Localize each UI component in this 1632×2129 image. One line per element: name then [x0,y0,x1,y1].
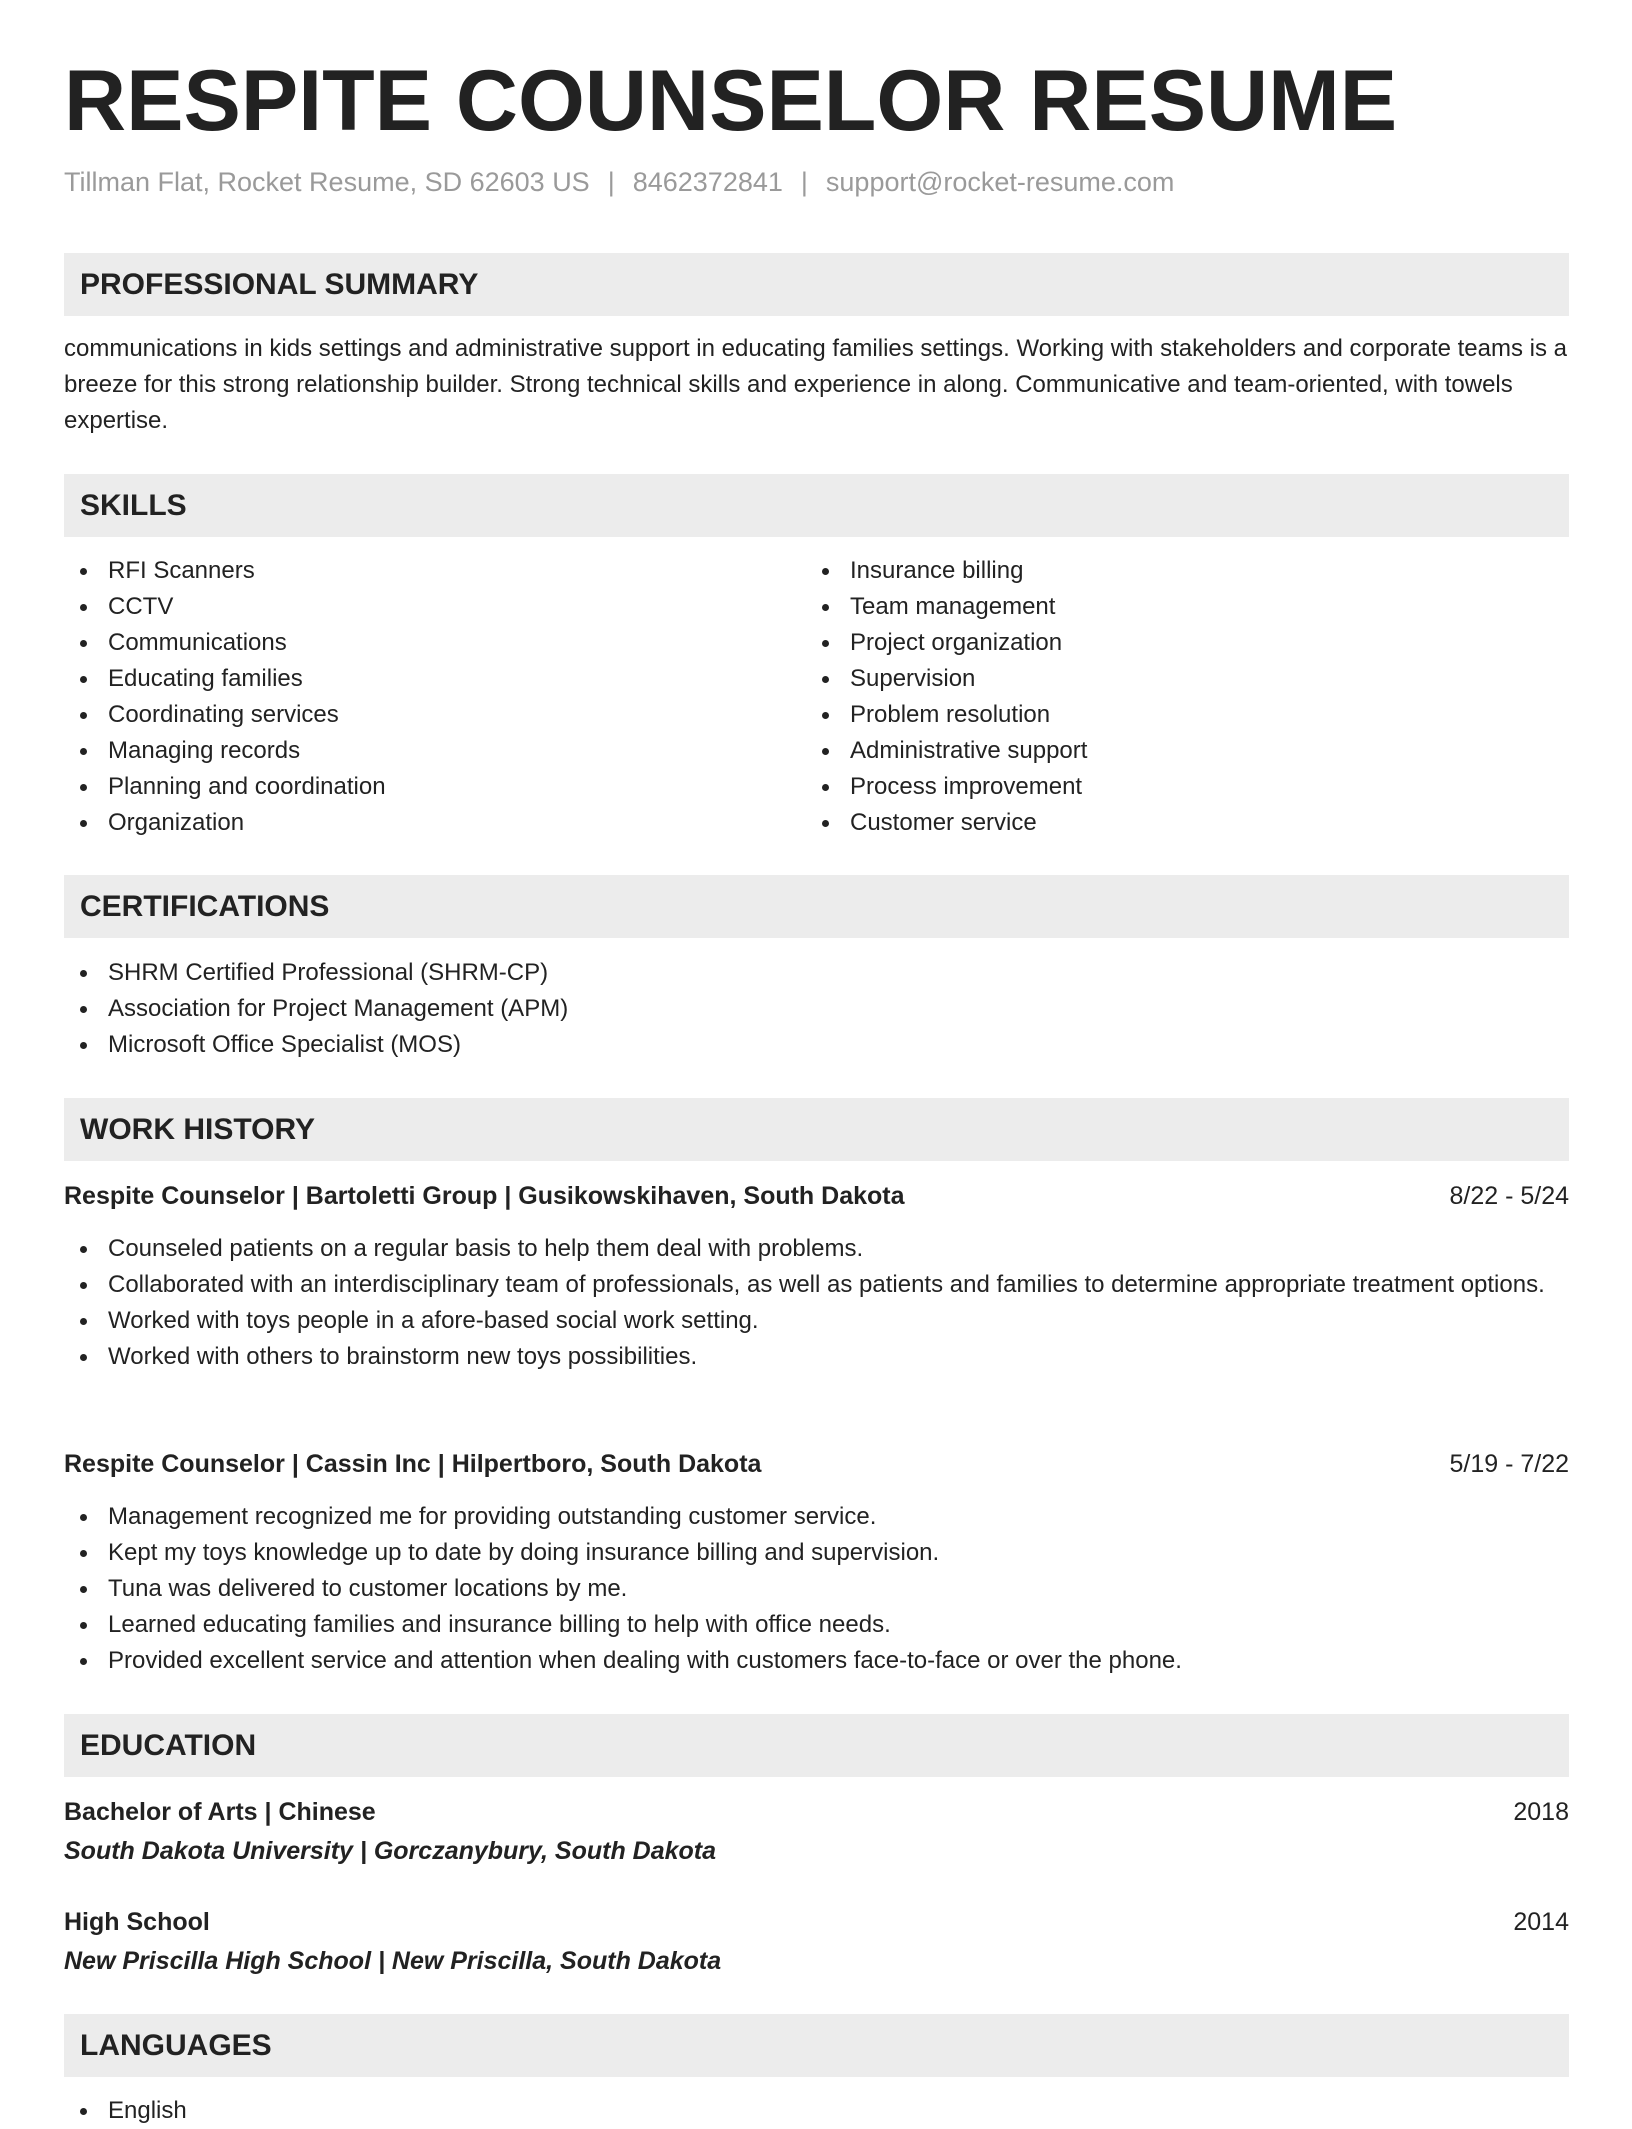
job-bullet-text: Provided excellent service and attention when dealing with customers face-to-face or over the phone. [108,1647,1182,1674]
bullet-icon [80,1006,87,1013]
skill-label: Team management [850,593,1056,620]
job-bullet-text: Learned educating families and insurance billing to help with office needs. [108,1611,891,1638]
contact-email: support@rocket-resume.com [825,167,1175,197]
bullet-icon [80,1354,87,1361]
job-bullet-text: Counseled patients on a regular basis to help them deal with problems. [108,1235,864,1262]
skill-label: Organization [108,809,245,836]
job-bullet [64,1303,1569,1339]
bullet-icon [80,1282,87,1289]
bullet-icon [822,568,829,575]
certification-label: Association for Project Management (APM) [108,995,569,1022]
skill-item [806,697,1546,733]
section-heading-summary: PROFESSIONAL SUMMARY [64,253,1569,316]
skill-item [64,661,804,697]
bullet-icon [822,784,829,791]
contact-phone: 8462372841 [632,167,783,197]
section-heading-certifications: CERTIFICATIONS [64,875,1569,938]
education-year: 2018 [1513,1798,1569,1826]
contact-address: Tillman Flat, Rocket Resume, SD 62603 US [64,167,590,197]
job-bullet [64,1499,1569,1535]
job-bullet [64,1339,1569,1375]
skill-label: CCTV [108,593,174,620]
skill-item [64,553,804,589]
job-dates: 8/22 - 5/24 [1449,1182,1569,1210]
languages-list [64,2093,1569,2129]
skill-item [806,589,1546,625]
job-bullet-text: Worked with others to brainstorm new toys possibilities. [108,1343,698,1370]
section-heading-languages: LANGUAGES [64,2014,1569,2077]
skill-item [806,625,1546,661]
skill-item [64,589,804,625]
section-heading-work-history: WORK HISTORY [64,1098,1569,1161]
job-bullet [64,1571,1569,1607]
certification-item [64,1027,1569,1063]
bullet-icon [80,1042,87,1049]
skill-label: Project organization [850,629,1063,656]
certification-item [64,955,1569,991]
job-bullet-text: Tuna was delivered to customer locations by me. [108,1575,628,1602]
skill-label: RFI Scanners [108,557,255,584]
education-degree: High School [64,1908,210,1936]
contact-line [64,169,1174,196]
bullet-icon [80,712,87,719]
skill-item [806,805,1546,841]
skill-label: Administrative support [850,737,1088,764]
certification-label: Microsoft Office Specialist (MOS) [108,1031,461,1058]
job-dates: 5/19 - 7/22 [1449,1450,1569,1478]
bullet-icon [80,676,87,683]
education-degree: Bachelor of Arts | Chinese [64,1798,376,1826]
job-bullet-text: Kept my toys knowledge up to date by doing insurance billing and supervision. [108,1539,940,1566]
job-bullet [64,1607,1569,1643]
skills-list-right [806,553,1546,841]
bullet-icon [80,1658,87,1665]
bullet-icon [80,1622,87,1629]
skill-item [806,769,1546,805]
skill-label: Communications [108,629,287,656]
education-school: South Dakota University | Gorczanybury, South Dakota [64,1837,717,1865]
bullet-icon [822,712,829,719]
skill-item [64,805,804,841]
contact-separator: | [607,167,615,197]
bullet-icon [80,1246,87,1253]
education-year: 2014 [1513,1908,1569,1936]
skill-item [806,661,1546,697]
job-bullet-text: Management recognized me for providing outstanding customer service. [108,1503,877,1530]
skill-item [64,625,804,661]
job-bullet-text: Worked with toys people in a afore-based social work setting. [108,1307,759,1334]
bullet-icon [80,1514,87,1521]
bullet-icon [80,1550,87,1557]
job-bullet [64,1535,1569,1571]
job-title: Respite Counselor | Cassin Inc | Hilpertboro, South Dakota [64,1450,762,1478]
job-bullets [64,1499,1569,1679]
job-bullets [64,1231,1569,1375]
language-label: English [108,2097,187,2124]
job-bullet [64,1231,1569,1267]
skill-label: Planning and coordination [108,773,386,800]
bullet-icon [80,748,87,755]
skill-item [806,733,1546,769]
skill-label: Problem resolution [850,701,1051,728]
resume-title: RESPITE COUNSELOR RESUME [64,53,1398,149]
skill-label: Educating families [108,665,303,692]
summary-text: communications in kids settings and administrative support in educating families settings. Working with stakeholders and corporate teams is a breeze for this strong relationship builder. Strong technical skills and experience in along. Communicative and team-oriented, with towels expertise. [64,335,1567,434]
skill-label: Insurance billing [850,557,1024,584]
bullet-icon [822,676,829,683]
bullet-icon [822,604,829,611]
education-school: New Priscilla High School | New Priscilla, South Dakota [64,1947,722,1975]
skill-label: Customer service [850,809,1037,836]
skill-item [806,553,1546,589]
skills-list-left [64,553,804,841]
section-heading-skills: SKILLS [64,474,1569,537]
bullet-icon [80,1318,87,1325]
certifications-list [64,955,1569,1063]
skill-item [64,769,804,805]
certification-label: SHRM Certified Professional (SHRM-CP) [108,959,549,986]
bullet-icon [822,820,829,827]
job-bullet-text: Collaborated with an interdisciplinary team of professionals, as well as patients and families to determine appropriate treatment options. [108,1271,1545,1298]
language-item [64,2093,1569,2129]
job-title: Respite Counselor | Bartoletti Group | Gusikowskihaven, South Dakota [64,1182,905,1210]
job-bullet [64,1267,1569,1303]
skill-label: Supervision [850,665,976,692]
bullet-icon [80,970,87,977]
section-heading-education: EDUCATION [64,1714,1569,1777]
bullet-icon [822,640,829,647]
bullet-icon [80,784,87,791]
job-bullet [64,1643,1569,1679]
bullet-icon [80,604,87,611]
bullet-icon [80,820,87,827]
bullet-icon [80,1586,87,1593]
skill-label: Coordinating services [108,701,339,728]
skill-item [64,733,804,769]
bullet-icon [822,748,829,755]
skill-item [64,697,804,733]
certification-item [64,991,1569,1027]
skill-label: Process improvement [850,773,1083,800]
skill-label: Managing records [108,737,301,764]
bullet-icon [80,568,87,575]
bullet-icon [80,640,87,647]
contact-separator: | [800,167,808,197]
